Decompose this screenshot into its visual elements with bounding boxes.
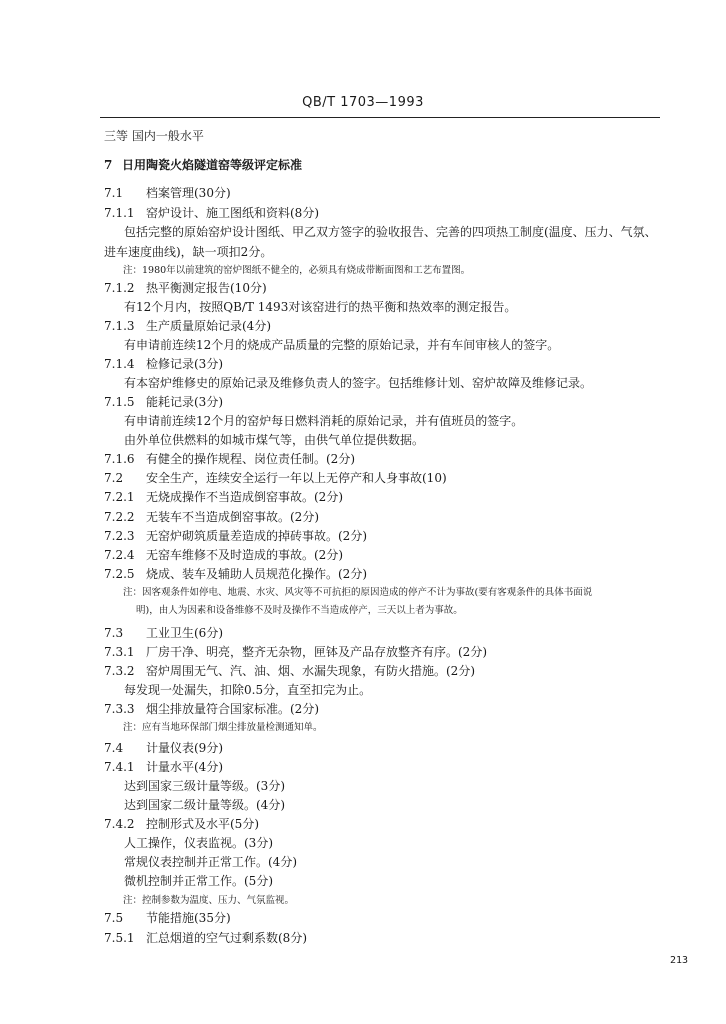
- clause-text: 人工操作，仪表监视。(3分): [124, 836, 273, 850]
- text-line: [124, 779, 285, 793]
- clause-number: 7.1.3: [104, 319, 135, 333]
- clause-text: 微机控制并正常工作。(5分): [124, 874, 273, 888]
- text-line: [104, 760, 223, 774]
- clause-number: 7.2.4: [104, 548, 135, 562]
- text-line: [104, 911, 231, 925]
- clause-number: 7.5.1: [104, 931, 135, 945]
- clause-text: 生产质量原始记录(4分): [146, 319, 271, 333]
- standard-code-header: QB/T 1703—1993: [302, 95, 424, 110]
- text-line: [104, 567, 367, 581]
- clause-text: 注：应有当地环保部门烟尘排放量检测通知单。: [123, 722, 323, 733]
- clause-text: 无烧成操作不当造成倒窑事故。(2分): [146, 490, 343, 504]
- text-line: [104, 357, 223, 371]
- clause-text: 有12个月内，按照QB/T 1493对该窑进行的热平衡和热效率的测定报告。: [124, 300, 517, 314]
- clause-text: 由外单位供燃料的如城市煤气等，由供气单位提供数据。: [124, 433, 425, 447]
- text-line: [104, 931, 307, 945]
- clause-text: 检修记录(3分): [146, 357, 223, 371]
- clause-text: 三等 国内一般水平: [104, 129, 204, 143]
- clause-text: 工业卫生(6分): [146, 626, 223, 640]
- text-line: [104, 817, 259, 831]
- clause-text: 有申请前连续12个月的窑炉每日燃料消耗的原始记录，并有值班员的签字。: [124, 414, 524, 428]
- clause-number: 7: [104, 158, 113, 172]
- text-line: [124, 376, 592, 390]
- header-rule: [100, 117, 660, 118]
- clause-text: 注：控制参数为温度、压力、气氛监视。: [123, 895, 295, 906]
- text-line: [124, 874, 273, 888]
- clause-text: 有申请前连续12个月的烧成产品质量的完整的原始记录，并有车间审核人的签字。: [124, 338, 560, 352]
- note-line: [123, 721, 323, 735]
- clause-text: 窑炉设计、施工图纸和资料(8分): [146, 206, 319, 220]
- clause-number: 7.3.2: [104, 664, 135, 678]
- clause-text: 达到国家三级计量等级。(3分): [124, 779, 285, 793]
- clause-text: 烧成、装车及辅助人员规范化操作。(2分): [146, 567, 367, 581]
- text-line: [104, 548, 343, 562]
- text-line: [124, 338, 559, 352]
- clause-text: 包括完整的原始窑炉设计图纸、甲乙双方签字的验收报告、完善的四项热工制度(温度、压力、气氛、: [124, 225, 657, 239]
- clause-text: 窑炉周围无气、汽、油、烟、水漏失现象，有防火措施。(2分): [146, 664, 476, 678]
- clause-number: 7.3.1: [104, 645, 135, 659]
- clause-text: 日用陶瓷火焰隧道窑等级评定标准: [122, 158, 303, 172]
- text-line: [104, 452, 355, 466]
- text-line: [104, 186, 231, 200]
- clause-number: 7.1.6: [104, 452, 135, 466]
- clause-text: 注：因客观条件如停电、地震、水灾、风灾等不可抗拒的原因造成的停产不计为事故(要有客观条件的具体书面说: [123, 587, 593, 598]
- text-line: [124, 300, 516, 314]
- clause-text: 常规仪表控制并正常工作。(4分): [124, 855, 297, 869]
- clause-text: 能耗记录(3分): [146, 395, 223, 409]
- clause-text: 厂房干净、明亮，整齐无杂物，匣钵及产品存放整齐有序。(2分): [146, 645, 488, 659]
- text-line: [104, 645, 487, 659]
- text-line: [104, 281, 267, 295]
- clause-text: 档案管理(30分): [146, 186, 231, 200]
- clause-text: 安全生产，连续安全运行一年以上无停产和人身事故(10): [146, 471, 447, 485]
- clause-number: 7.4: [104, 741, 124, 755]
- clause-text: 无装车不当造成倒窑事故。(2分): [146, 510, 319, 524]
- clause-text: 无窑车维修不及时造成的事故。(2分): [146, 548, 343, 562]
- text-line: [104, 395, 223, 409]
- clause-number: 7.3: [104, 626, 124, 640]
- clause-number: 7.1: [104, 186, 124, 200]
- clause-number: 7.2: [104, 471, 124, 485]
- clause-text: 达到国家二级计量等级。(4分): [124, 798, 285, 812]
- clause-number: 7.2.1: [104, 490, 135, 504]
- text-line: [104, 626, 223, 640]
- text-line: [104, 319, 271, 333]
- clause-number: 7.1.1: [104, 206, 135, 220]
- note-line: [136, 604, 463, 618]
- clause-text: 进车速度曲线)，缺一项扣2分。: [104, 245, 273, 259]
- text-line: [124, 836, 273, 850]
- page-number: 213: [669, 955, 688, 966]
- text-line: [104, 129, 204, 143]
- clause-number: 7.1.4: [104, 357, 135, 371]
- text-line: [104, 206, 319, 220]
- clause-text: 有本窑炉维修史的原始记录及维修负责人的签字。包括维修计划、窑炉故障及维修记录。: [124, 376, 593, 390]
- text-line: [104, 702, 319, 716]
- clause-number: 7.2.5: [104, 567, 135, 581]
- clause-number: 7.5: [104, 911, 124, 925]
- clause-text: 热平衡测定报告(10分): [146, 281, 267, 295]
- text-line: [104, 471, 447, 485]
- text-line: [124, 855, 297, 869]
- note-line: [123, 586, 592, 600]
- clause-number: 7.3.3: [104, 702, 135, 716]
- clause-text: 计量仪表(9分): [146, 741, 223, 755]
- clause-text: 计量水平(4分): [146, 760, 223, 774]
- text-line: [104, 529, 367, 543]
- clause-text: 烟尘排放量符合国家标准。(2分): [146, 702, 319, 716]
- note-line: [123, 264, 470, 278]
- clause-text: 明)，由人为因素和设备维修不及时及操作不当造成停产，三天以上者为事故。: [136, 605, 463, 616]
- text-line: [104, 245, 272, 259]
- text-line: [124, 433, 424, 447]
- clause-text: 有健全的操作规程、岗位责任制。(2分): [146, 452, 355, 466]
- note-line: [123, 894, 294, 908]
- clause-text: 控制形式及水平(5分): [146, 817, 259, 831]
- text-line: [104, 741, 223, 755]
- text-line: [104, 510, 319, 524]
- clause-text: 节能措施(35分): [146, 911, 231, 925]
- text-line: [124, 225, 657, 239]
- clause-number: 7.1.2: [104, 281, 135, 295]
- text-line: [124, 798, 285, 812]
- text-line: [124, 683, 371, 697]
- text-line: [104, 664, 475, 678]
- clause-number: 7.2.3: [104, 529, 135, 543]
- text-line: [104, 490, 343, 504]
- clause-text: 汇总烟道的空气过剩系数(8分): [146, 931, 307, 945]
- clause-number: 7.1.5: [104, 395, 135, 409]
- text-line: [124, 414, 523, 428]
- clause-text: 注：1980年以前建筑的窑炉图纸不健全的，必须具有烧成带断面图和工艺布置图。: [123, 265, 471, 276]
- section-heading: [104, 158, 302, 172]
- clause-text: 每发现一处漏失，扣除0.5分，直至扣完为止。: [124, 683, 372, 697]
- clause-number: 7.4.2: [104, 817, 135, 831]
- clause-text: 无窑炉砌筑质量差造成的掉砖事故。(2分): [146, 529, 367, 543]
- clause-number: 7.4.1: [104, 760, 135, 774]
- clause-number: 7.2.2: [104, 510, 135, 524]
